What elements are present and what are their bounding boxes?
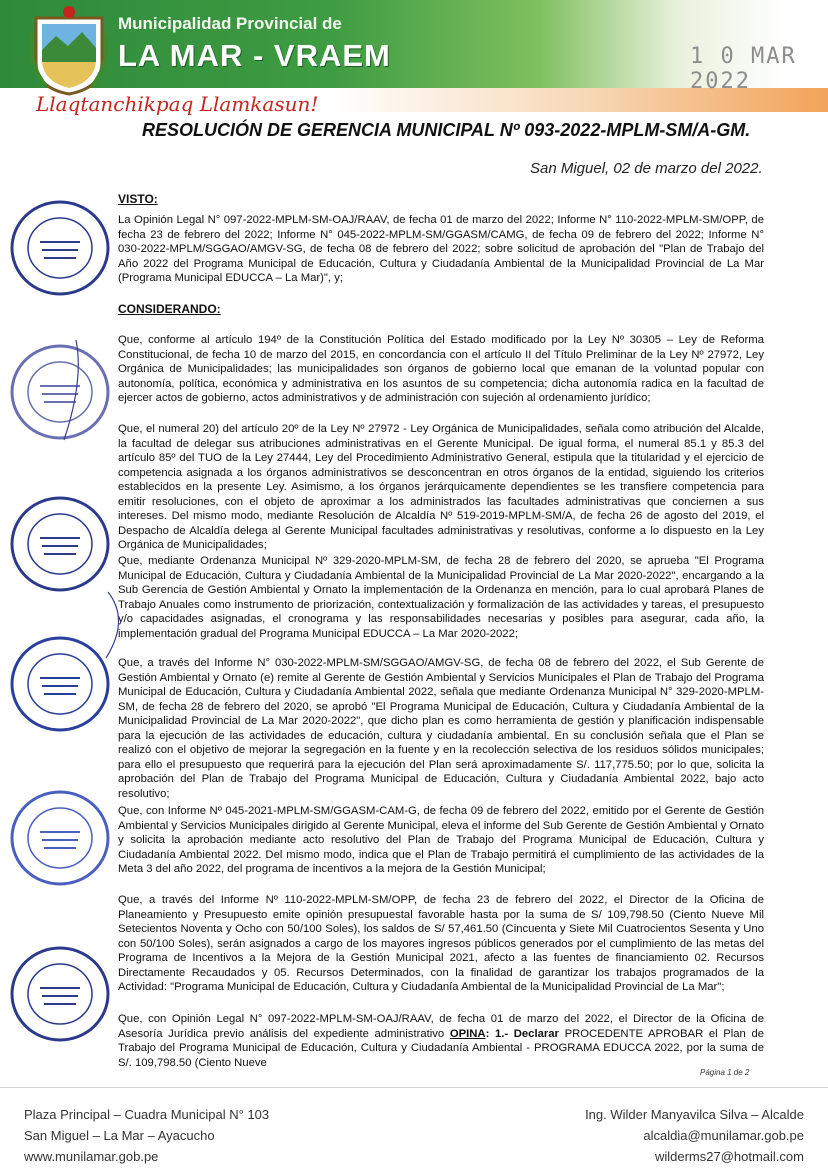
para7-suffix: PROCEDENTE APROBAR el Plan de Trabajo del Programa Municipal de Educación, Cultura y Ciudadanía Ambiental - PROGRAMA EDUCCA 2022, por la suma de S/. 109,798.50 (Ciento Nueve	[118, 1027, 765, 1069]
office-seal-icon	[6, 492, 114, 596]
considerando-paragraph-7	[118, 1012, 764, 1070]
footer-website-link[interactable]: www.munilamar.gob.pe	[24, 1149, 159, 1164]
municipality-title: LA MAR - VRAEM	[118, 38, 391, 73]
office-seal-icon	[6, 340, 114, 444]
municipal-crest-icon	[30, 4, 108, 96]
considerando-paragraph-5: Que, con Informe Nº 045-2021-MPLM-SM/GGASM-CAM-G, de fecha 09 de febrero del 2022, emitido por el Gerente de Gestión Ambiental y Servicios Municipales dirigido al Gerente Municipal, eleva el informe del Sub Gerente de Gestión Ambiental y Ornato y solicita la aprobación mediante acto resolutivo del Plan de Trabajo del Programa Municipal de Educación, Cultura y Ciudadanía Ambiental 2022. Del mismo modo, indica que el Plan de Trabajo permitirá el cumplimiento de las actividades de la Meta 3 del año 2022, del programa de incentivos a la mejora de la Gestión Municipal;	[118, 805, 764, 875]
para7-prefix: Que, con Opinión Legal N° 097-2022-MPLM-SM-OAJ/RAAV, de fecha 01 de marzo del 2022, el Director de la Oficina de Asesoría Jurídica previo análisis del expediente administrativo	[118, 1013, 764, 1040]
signature-mark-icon	[100, 590, 140, 660]
considerando-heading: CONSIDERANDO:	[118, 302, 221, 316]
considerando-paragraph-1: Que, conforme al artículo 194º de la Constitución Política del Estado modificado por la Ley Nº 30305 – Ley de Reforma Constitucional, de fecha 10 de marzo del 2015, en concordancia con el artículo II del Título Preliminar de la Ley Nº 27972, Ley Orgánica de Municipalidades; las municipalidades son órganos de gobierno local que emanan de la voluntad popular con autonomía, política, económica y administrativa en los asuntos de su competencia; dicha autonomía radica en la facultad de ejercer actos de gobierno, actos administrativos y de administración con sujeción al ordenamiento jurídico;	[118, 334, 764, 404]
visto-heading: VISTO:	[118, 192, 158, 206]
footer-address-line: Plaza Principal – Cuadra Municipal N° 103	[24, 1107, 270, 1122]
para7-declarar: 1.- Declarar	[494, 1027, 559, 1040]
considerando-paragraph-4: Que, a través del Informe N° 030-2022-MPLM-SM/SGGAO/AMGV-SG, de fecha 08 de febrero del 2022, el Sub Gerente de Gestión Ambiental y Ornato (e) remite al Gerente de Gestión Ambiental y Servicios Municipales el Plan de Trabajo del Programa Municipal de Educación, Cultura y Ciudadanía Ambiental 2022, señala que mediante Ordenanza Municipal N° 329-2020-MPLM-SM, de fecha 28 de febrero del 2020, se aprobó "El Programa Municipal de Educación, Cultura y Ciudadanía Ambiental de la Municipalidad Provincial de La Mar 2020-2022", que dicho plan es como herramienta de gestión y planificación indispensable para la ejecución de las actividades de educación, cultura y ciudadanía ambiental. En su conclusión señala que el Plan se realizó con el objetivo de mejorar la segregación en la fuente y en la recolección selectiva de los residuos sólidos municipales; para ello el presupuesto que requerirá para la ejecución del Plan será aproximadamente S/. 117,775.50; por lo que, solicita la aprobación del Plan de Trabajo del Programa Municipal de Educación, Cultura y Ciudadanía Ambiental 2022, bajo acto resolutivo;	[118, 657, 764, 800]
municipality-name: Municipalidad Provincial de	[118, 14, 342, 33]
resolution-title: RESOLUCIÓN DE GERENCIA MUNICIPAL Nº 093-2022-MPLM-SM/A-GM.	[142, 120, 751, 140]
footer-address-line: San Miguel – La Mar – Ayacucho	[24, 1128, 215, 1143]
footer-mayor-name: Ing. Wilder Manyavilca Silva – Alcalde	[585, 1107, 804, 1122]
footer-address	[24, 1104, 269, 1167]
para7-opina: OPINA	[449, 1027, 486, 1040]
page-number: Página 1 de 2	[700, 1068, 750, 1077]
letterhead	[0, 0, 828, 116]
footer-divider	[0, 1087, 828, 1088]
considerando-paragraph-2: Que, el numeral 20) del artículo 20º de la Ley Nº 27972 - Ley Orgánica de Municipalidades, señala como atribución del Alcalde, la facultad de delegar sus atribuciones administrativas en el Gerente Municipal. De igual forma, el numeral 85.1 y 85.3 del artículo 85º del TUO de la Ley 27444, Ley del Procedimiento Administrativo General, estipula que la titularidad y el ejercicio de competencia asignada a los órganos administrativos se desconcentran en otros órganos de la entidad, siguiendo los criterios establecidos en la presente Ley. Asimismo, a los órganos jerárquicamente dependientes se les transfiere competencia para emitir resoluciones, con el objeto de aproximar a los administrados las facultades administrativas que conciernen a sus intereses. Del mismo modo, mediante Resolución de Alcaldía Nº 519-2019-MPLM-SM/A, de fecha 26 de agosto del 2019, el Despacho de Alcaldía delega al Gerente Municipal facultades administrativas y resolutivas, conforme a lo dispuesto en la Ley Orgánica de Municipalidades;	[118, 423, 764, 551]
received-date-stamp: 1 0 MAR 2022	[690, 44, 797, 94]
slogan: Llaqtanchikpaq Llamkasun!	[36, 92, 319, 116]
footer-email-link[interactable]: wilderms27@hotmail.com	[654, 1149, 804, 1164]
footer-contact	[585, 1104, 804, 1167]
visto-paragraph: La Opinión Legal N° 097-2022-MPLM-SM-OAJ/RAAV, de fecha 01 de marzo del 2022; Informe N° 110-2022-MPLM-SM/OPP, de fecha 23 de febrero del 2022; Informe N° 045-2022-MPLM-SM/GGASM/CAMG, de fecha 09 de febrero del 2022; Informe N° 030-2022-MPLM/SGGAO/AMGV-SG, de fecha 08 de febrero del 2022; sobre solicitud de aprobación del "Plan de Trabajo del Año 2022 del Programa Municipal de Educación, Cultura y Ciudadanía Ambiental de la Municipalidad Provincial de La Mar (Programa Municipal EDUCCA – La Mar)", y;	[118, 214, 764, 284]
office-seal-icon	[6, 196, 114, 300]
para7-colon: :	[485, 1027, 495, 1040]
considerando-paragraph-6: Que, a través del Informe Nº 110-2022-MPLM-SM/OPP, de fecha 23 de febrero del 2022, el Director de la Oficina de Planeamiento y Presupuesto emite opinión presupuestal favorable hasta por la suma de S/ 109,798.50 (Ciento Nueve Mil Setecientos Noventa y Ocho con 50/100 Soles), los saldos de S/ 57,461.50 (Cincuenta y Siete Mil Cuatrocientos Sesenta y Uno con 50/100 Soles), serán asignados a cargo de los mayores ingresos públicos generados por el cumplimiento de las metas del Programa de Incentivos a la Mejora de la Gestión Municipal 2021, afecto a las fuentes de financiamiento 02. Recursos Directamente Recaudados y 05. Recursos Determinados, con la finalidad de garantizar los trabajos programados de la Actividad: "Programa Municipal de Educación, Cultura y Ciudadanía Ambiental de la Municipalidad Provincial de La Mar";	[118, 894, 764, 993]
place-date: San Miguel, 02 de marzo del 2022.	[530, 160, 763, 177]
office-seal-icon	[6, 632, 114, 736]
considerando-paragraph-3: Que, mediante Ordenanza Municipal Nº 329-2020-MPLM-SM, de fecha 28 de febrero del 2020, se aprueba "El Programa Municipal de Educación, Cultura y Ciudadanía Ambiental de la Municipalidad Provincial de La Mar 2020-2022", encargando a la Sub Gerencia de Gestión Ambiental y Ornato la implementación de la Ordenanza en mención, para lo cual aprobará Planes de Trabajo Anuales como instrumento de priorización, contextualización y formalización de las actividades y tareas, el presupuesto y/o capacidades asignadas, el cronograma y las responsabilidades necesarias y posibles para asegurar, cada año, la implementación gradual del Programa Municipal EDUCCA – La Mar 2020-2022;	[118, 555, 764, 640]
footer-email-link[interactable]: alcaldia@munilamar.gob.pe	[643, 1128, 804, 1143]
office-seal-icon	[6, 942, 114, 1046]
office-seal-icon	[6, 786, 114, 890]
